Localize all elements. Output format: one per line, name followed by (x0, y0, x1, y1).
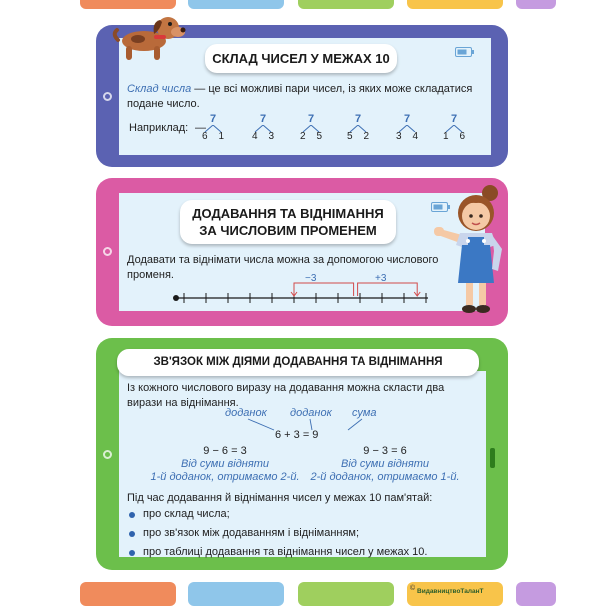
camera-icon (103, 450, 112, 459)
family-part-right: 1 (218, 131, 224, 142)
publisher-logo (407, 582, 503, 606)
number-family (252, 114, 274, 142)
camera-icon (103, 247, 112, 256)
bullet-icon (129, 512, 135, 518)
number-family (300, 114, 322, 142)
main-expression: 6 + 3 = 9 (275, 429, 319, 441)
tab-orange-bottom (80, 582, 176, 606)
number-family (396, 114, 418, 142)
section3-title: ЗВ'ЯЗОК МІЖ ДІЯМИ ДОДАВАННЯ ТА ВІДНІМАННЯ (117, 349, 479, 376)
left-expression: 9 − 6 = 3 (203, 445, 247, 457)
family-whole: 7 (307, 113, 315, 125)
example-dash: — (195, 122, 206, 134)
number-family (202, 114, 224, 142)
tab-blue-top (188, 0, 284, 9)
rules-intro: Під час додавання й віднімання чисел у межах 10 пам'ятай: (127, 492, 433, 504)
section3-intro: Із кожного числового виразу на додавання можна скласти два вирази на віднімання. (127, 382, 445, 409)
copyright-mark: © (410, 585, 416, 592)
family-part-right: 6 (459, 131, 465, 142)
section2-title-line2: ЗА ЧИСЛОВИМ ПРОМЕНЕМ (199, 223, 377, 238)
family-whole: 7 (209, 113, 217, 125)
minus-jump-arrow (294, 283, 354, 296)
right-caption-line1: Від суми відняти (341, 458, 429, 470)
plus-three-label: +3 (375, 273, 387, 284)
left-caption-line1: Від суми відняти (181, 458, 269, 470)
section2-text: Додавати та віднімати числа можна за допомогою числового променя. (127, 254, 439, 281)
family-part-right: 4 (412, 131, 418, 142)
family-part-right: 2 (363, 131, 369, 142)
tab-lilac-top (516, 0, 556, 9)
bullet-icon (129, 531, 135, 537)
family-part-left: 2 (300, 131, 306, 142)
family-part-left: 6 (202, 131, 208, 142)
section2-title-line1: ДОДАВАННЯ ТА ВІДНІМАННЯ (192, 206, 384, 221)
tab-blue-bottom (188, 582, 284, 606)
list-item: про склад числа; (127, 505, 479, 524)
tab-green-bottom (298, 582, 394, 606)
camera-icon (103, 92, 112, 101)
logo-text: ВидавництвоТаланТ (417, 588, 484, 595)
left-caption-line2: 1-й доданок, отримаємо 2-й. (150, 471, 300, 483)
rules-list (127, 505, 479, 562)
number-family (347, 114, 369, 142)
number-family (443, 114, 465, 142)
family-whole: 7 (450, 113, 458, 125)
right-expression: 9 − 3 = 6 (363, 445, 407, 457)
section2-title (180, 200, 396, 244)
tab-lilac-bottom (516, 582, 556, 606)
addend2-label: доданок (290, 407, 332, 419)
family-part-left: 4 (252, 131, 258, 142)
side-button (490, 448, 495, 468)
sum-label: сума (352, 407, 377, 419)
tab-green-top (298, 0, 394, 9)
family-whole: 7 (354, 113, 362, 125)
list-item: про таблиці додавання та віднімання чисел у межах 10. (127, 543, 479, 562)
number-ray (170, 266, 434, 313)
battery-icon (455, 44, 475, 62)
dog-illustration (108, 8, 188, 69)
addend1-label: доданок (225, 407, 267, 419)
plus-jump-arrow (358, 283, 418, 296)
family-whole: 7 (403, 113, 411, 125)
family-part-right: 3 (268, 131, 274, 142)
list-item: про зв'язок між додаванням і відніманням; (127, 524, 479, 543)
right-caption-line2: 2-й доданок, отримаємо 1-й. (310, 471, 460, 483)
tab-yellow-top (407, 0, 503, 9)
ray-origin (173, 295, 179, 301)
term-highlight: Склад числа (127, 83, 192, 95)
family-part-right: 5 (316, 131, 322, 142)
example-label: Наприклад: (129, 122, 189, 134)
section1-definition: Склад числа — це всі можливі пари чисел, із яких може складатися подане число. (127, 83, 473, 110)
family-whole: 7 (259, 113, 267, 125)
section1-title: СКЛАД ЧИСЕЛ У МЕЖАХ 10 (205, 44, 397, 73)
family-part-left: 3 (396, 131, 402, 142)
bullet-icon (129, 550, 135, 556)
minus-three-label: −3 (305, 273, 317, 284)
family-part-left: 5 (347, 131, 353, 142)
family-part-left: 1 (443, 131, 449, 142)
